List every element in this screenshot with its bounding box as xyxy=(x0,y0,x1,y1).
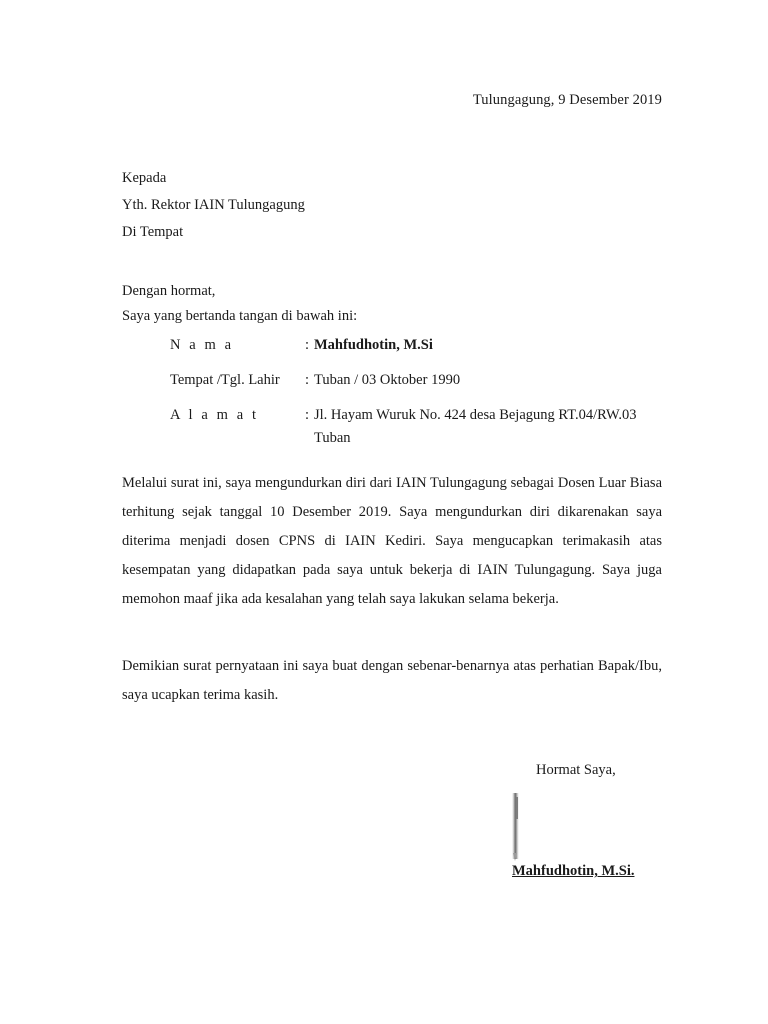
signature-closing-line: Hormat Saya, xyxy=(536,762,616,778)
signature-block xyxy=(122,762,662,880)
body-paragraph-closing: Demikian surat pernyataan ini saya buat dengan sebenar-benarnya atas perhatian Bapak/Ibu, saya ucapkan terima kasih. xyxy=(122,658,662,703)
identity-row-address xyxy=(122,407,662,447)
identity-label-name: N a m a xyxy=(170,337,234,353)
document-content xyxy=(122,0,662,880)
identity-table xyxy=(122,337,662,447)
signature-mark xyxy=(512,793,662,863)
pen-clip-icon xyxy=(516,797,518,819)
body-paragraph-reason: Melalui surat ini, saya mengundurkan diri dari IAIN Tulungagung sebagai Dosen Luar Biasa terhitung sejak tanggal 10 Desember 2019. Saya mengundurkan diri dikarenakan saya diterima menjadi dosen CPNS di IAIN Kediri. Saya mengucapkan terimakasih atas kesempatan yang didapatkan pada saya untuk bekerja di IAIN Tulungagung. Saya juga memohon maaf jika ada kesalahan yang telah saya lakukan selama bekerja. xyxy=(122,475,662,607)
intro-line: Saya yang bertanda tangan di bawah ini: xyxy=(122,308,358,324)
identity-colon-address: : xyxy=(305,407,310,423)
identity-row-name xyxy=(122,337,662,354)
identity-label-birth: Tempat /Tgl. Lahir xyxy=(170,372,280,388)
identity-value-name: Mahfudhotin, M.Si xyxy=(314,337,433,353)
recipient-block xyxy=(122,165,662,246)
identity-colon-birth: : xyxy=(305,372,310,388)
recipient-line-addressee: Yth. Rektor IAIN Tulungagung xyxy=(122,197,305,213)
recipient-line-kepada: Kepada xyxy=(122,170,167,186)
recipient-line-place: Di Tempat xyxy=(122,224,184,240)
pen-tip-icon xyxy=(513,853,517,861)
signature-name: Mahfudhotin, M.Si. xyxy=(512,863,635,879)
date-line: Tulungagung, 9 Desember 2019 xyxy=(472,92,662,108)
identity-value-address xyxy=(314,407,662,447)
identity-colon-name: : xyxy=(305,337,310,353)
salutation-block xyxy=(122,279,662,329)
identity-label-address: A l a m a t xyxy=(170,407,259,423)
identity-row-birth xyxy=(122,372,662,389)
identity-value-birth: Tuban / 03 Oktober 1990 xyxy=(314,372,461,388)
identity-value-address-line1: Jl. Hayam Wuruk No. 424 desa Bejagung RT.04/RW.03 xyxy=(314,407,637,423)
identity-value-address-line2: Tuban xyxy=(314,430,351,446)
greeting-line: Dengan hormat, xyxy=(122,283,216,299)
